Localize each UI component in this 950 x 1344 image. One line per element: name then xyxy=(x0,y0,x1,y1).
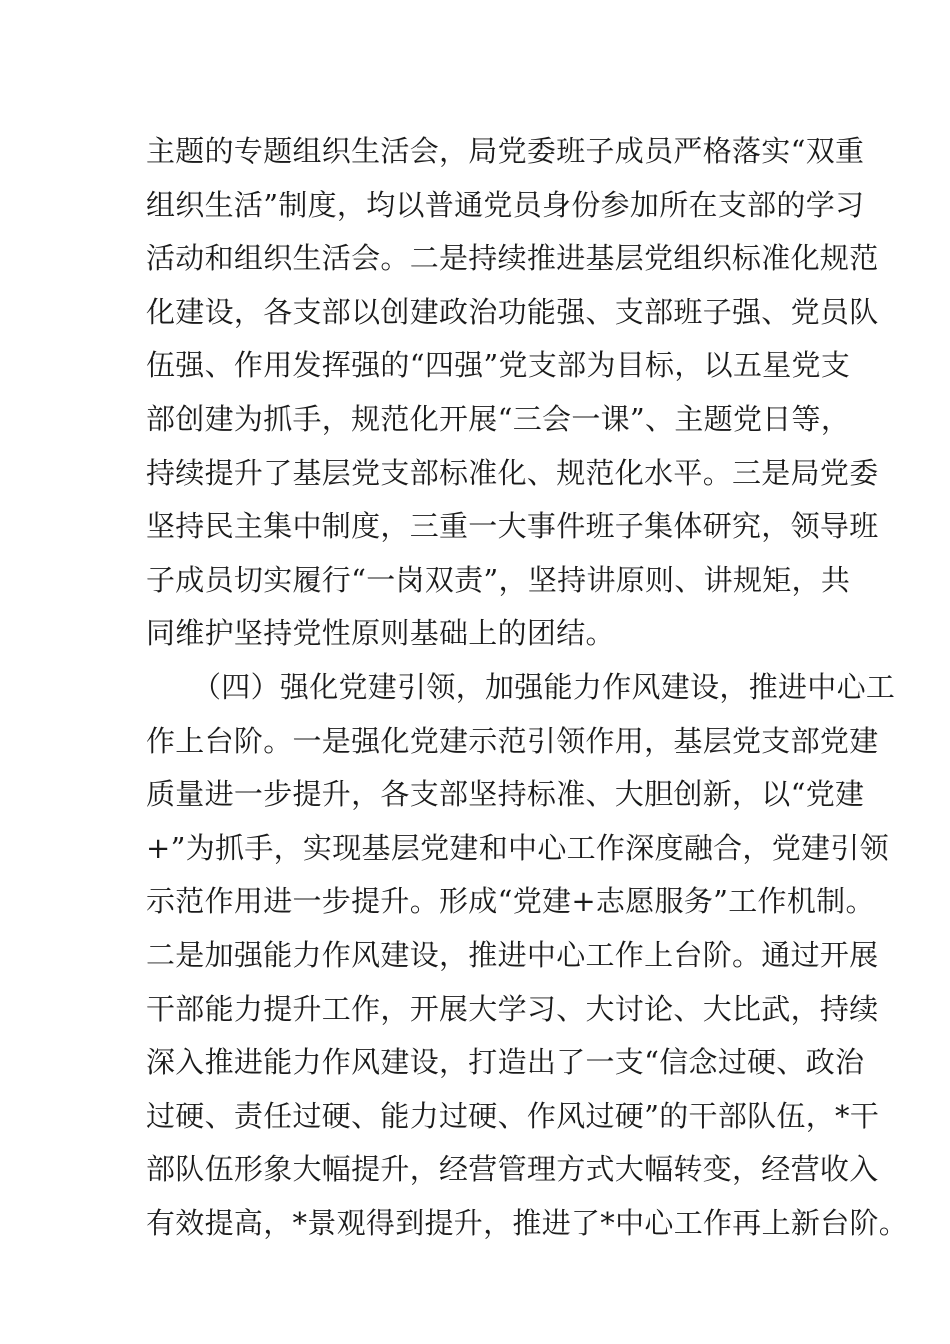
text-line: 主题的专题组织生活会，局党委班子成员严格落实“双重 xyxy=(146,134,865,168)
text-line: 作上台阶。一是强化党建示范引领作用，基层党支部党建 xyxy=(146,723,879,758)
text-line: 子成员切实履行“一岗双责”，坚持讲原则、讲规矩，共 xyxy=(146,562,851,597)
section-heading-line: （四）强化党建引领，加强能力作风建设，推进中心工 xyxy=(192,669,896,704)
text-line: 组织生活”制度，均以普通党员身份参加所在支部的学习 xyxy=(146,187,865,222)
text-line: 部队伍形象大幅提升，经营管理方式大幅转变，经营收入 xyxy=(146,1152,879,1187)
text-line: 干部能力提升工作，开展大学习、大讨论、大比武，持续 xyxy=(146,991,879,1026)
text-line: 二是加强能力作风建设，推进中心工作上台阶。通过开展 xyxy=(146,937,879,972)
text-line: 化建设，各支部以创建政治功能强、支部班子强、党员队 xyxy=(146,294,879,329)
text-line: 持续提升了基层党支部标准化、规范化水平。三是局党委 xyxy=(146,455,879,490)
text-line: 示范作用进一步提升。形成“党建+志愿服务”工作机制。 xyxy=(146,884,875,919)
text-line: 部创建为抓手，规范化开展“三会一课”、主题党日等， xyxy=(146,401,851,436)
text-line: 坚持民主集中制度，三重一大事件班子集体研究，领导班 xyxy=(146,509,879,544)
text-line: 深入推进能力作风建设，打造出了一支“信念过硬、政治 xyxy=(146,1045,865,1080)
body-text xyxy=(146,125,909,1250)
text-line: 伍强、作用发挥强的“四强”党支部为目标，以五星党支 xyxy=(146,348,851,383)
text-line: 质量进一步提升，各支部坚持标准、大胆创新，以“党建 xyxy=(146,777,865,812)
text-line: 有效提高，*景观得到提升，推进了*中心工作再上新台阶。 xyxy=(146,1205,909,1240)
text-line: 活动和组织生活会。二是持续推进基层党组织标准化规范 xyxy=(146,241,879,276)
text-line: +”为抓手，实现基层党建和中心工作深度融合，党建引领 xyxy=(146,830,889,865)
text-line: 过硬、责任过硬、能力过硬、作风过硬”的干部队伍，*干 xyxy=(146,1098,880,1133)
text-line: 同维护坚持党性原则基础上的团结。 xyxy=(146,616,615,651)
